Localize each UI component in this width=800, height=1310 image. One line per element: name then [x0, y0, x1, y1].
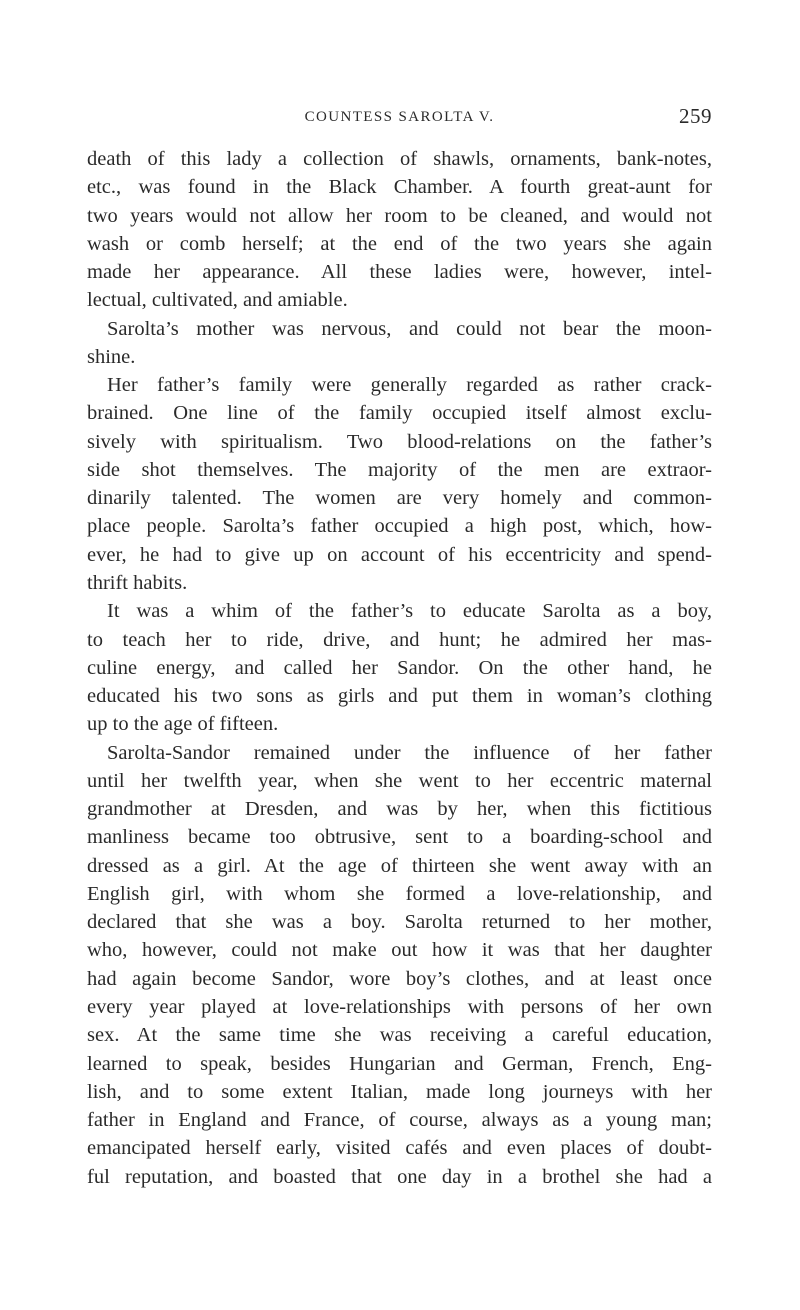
text-line: had again become Sandor, wore boy’s clothes, and at least once	[87, 967, 712, 990]
text-line: wash or comb herself; at the end of the two years she again	[87, 232, 712, 255]
text-line: culine energy, and called her Sandor. On the other hand, he	[87, 656, 712, 679]
text-line: learned to speak, besides Hungarian and German, French, Eng-	[87, 1052, 712, 1075]
text-line: to teach her to ride, drive, and hunt; he admired her mas-	[87, 628, 712, 651]
text-line: who, however, could not make out how it was that her daughter	[87, 939, 712, 962]
text-line: grandmother at Dresden, and was by her, when this fictitious	[87, 798, 712, 821]
text-line: ful reputation, and boasted that one day in a brothel she had a	[87, 1165, 712, 1188]
running-title: COUNTESS SAROLTA V.	[304, 109, 495, 125]
text-line: Sarolta-Sandor remained under the influence of her father	[107, 741, 712, 764]
text-line: brained. One line of the family occupied itself almost exclu-	[87, 402, 712, 425]
text-line: emancipated herself early, visited cafés and even places of doubt-	[87, 1137, 712, 1160]
text-line: Sarolta’s mother was nervous, and could not bear the moon-	[107, 317, 712, 340]
text-line: side shot themselves. The majority of the men are extraor-	[87, 458, 712, 481]
text-line: dinarily talented. The women are very homely and common-	[87, 487, 712, 510]
text-line: Her father’s family were generally regarded as rather crack-	[107, 374, 712, 397]
text-line: sively with spiritualism. Two blood-relations on the father’s	[87, 430, 712, 453]
text-line: shine.	[87, 345, 136, 368]
text-line: death of this lady a collection of shawls, ornaments, bank-notes,	[87, 148, 712, 170]
text-line: dressed as a girl. At the age of thirteen she went away with an	[87, 854, 712, 877]
text-line: sex. At the same time she was receiving a careful education,	[87, 1024, 712, 1047]
text-line: until her twelfth year, when she went to her eccentric maternal	[87, 769, 712, 792]
text-line: up to the age of fifteen.	[87, 713, 279, 736]
text-line: father in England and France, of course, always as a young man;	[87, 1109, 712, 1132]
page-number: 259	[679, 104, 712, 128]
text-line: place people. Sarolta’s father occupied a high post, which, how-	[87, 515, 712, 538]
text-line: ever, he had to give up on account of his eccentricity and spend-	[87, 543, 712, 566]
text-line: every year played at love-relationships with persons of her own	[87, 995, 712, 1018]
text-line: lectual, cultivated, and amiable.	[87, 289, 348, 312]
text-line: thrift habits.	[87, 571, 188, 594]
text-line: It was a whim of the father’s to educate Sarolta as a boy,	[107, 600, 712, 623]
text-line: English girl, with whom she formed a love-relationship, and	[87, 882, 712, 905]
text-line: two years would not allow her room to be cleaned, and would not	[87, 204, 712, 227]
text-line: made her appearance. All these ladies were, however, intel-	[87, 261, 712, 284]
text-line: declared that she was a boy. Sarolta returned to her mother,	[87, 911, 712, 934]
body-text	[87, 145, 712, 1191]
text-line: lish, and to some extent Italian, made long journeys with her	[87, 1080, 712, 1103]
text-line: manliness became too obtrusive, sent to a boarding-school and	[87, 826, 712, 849]
text-line: educated his two sons as girls and put them in woman’s clothing	[87, 685, 712, 708]
text-line: etc., was found in the Black Chamber. A fourth great-aunt for	[87, 176, 712, 199]
running-head	[87, 104, 712, 137]
